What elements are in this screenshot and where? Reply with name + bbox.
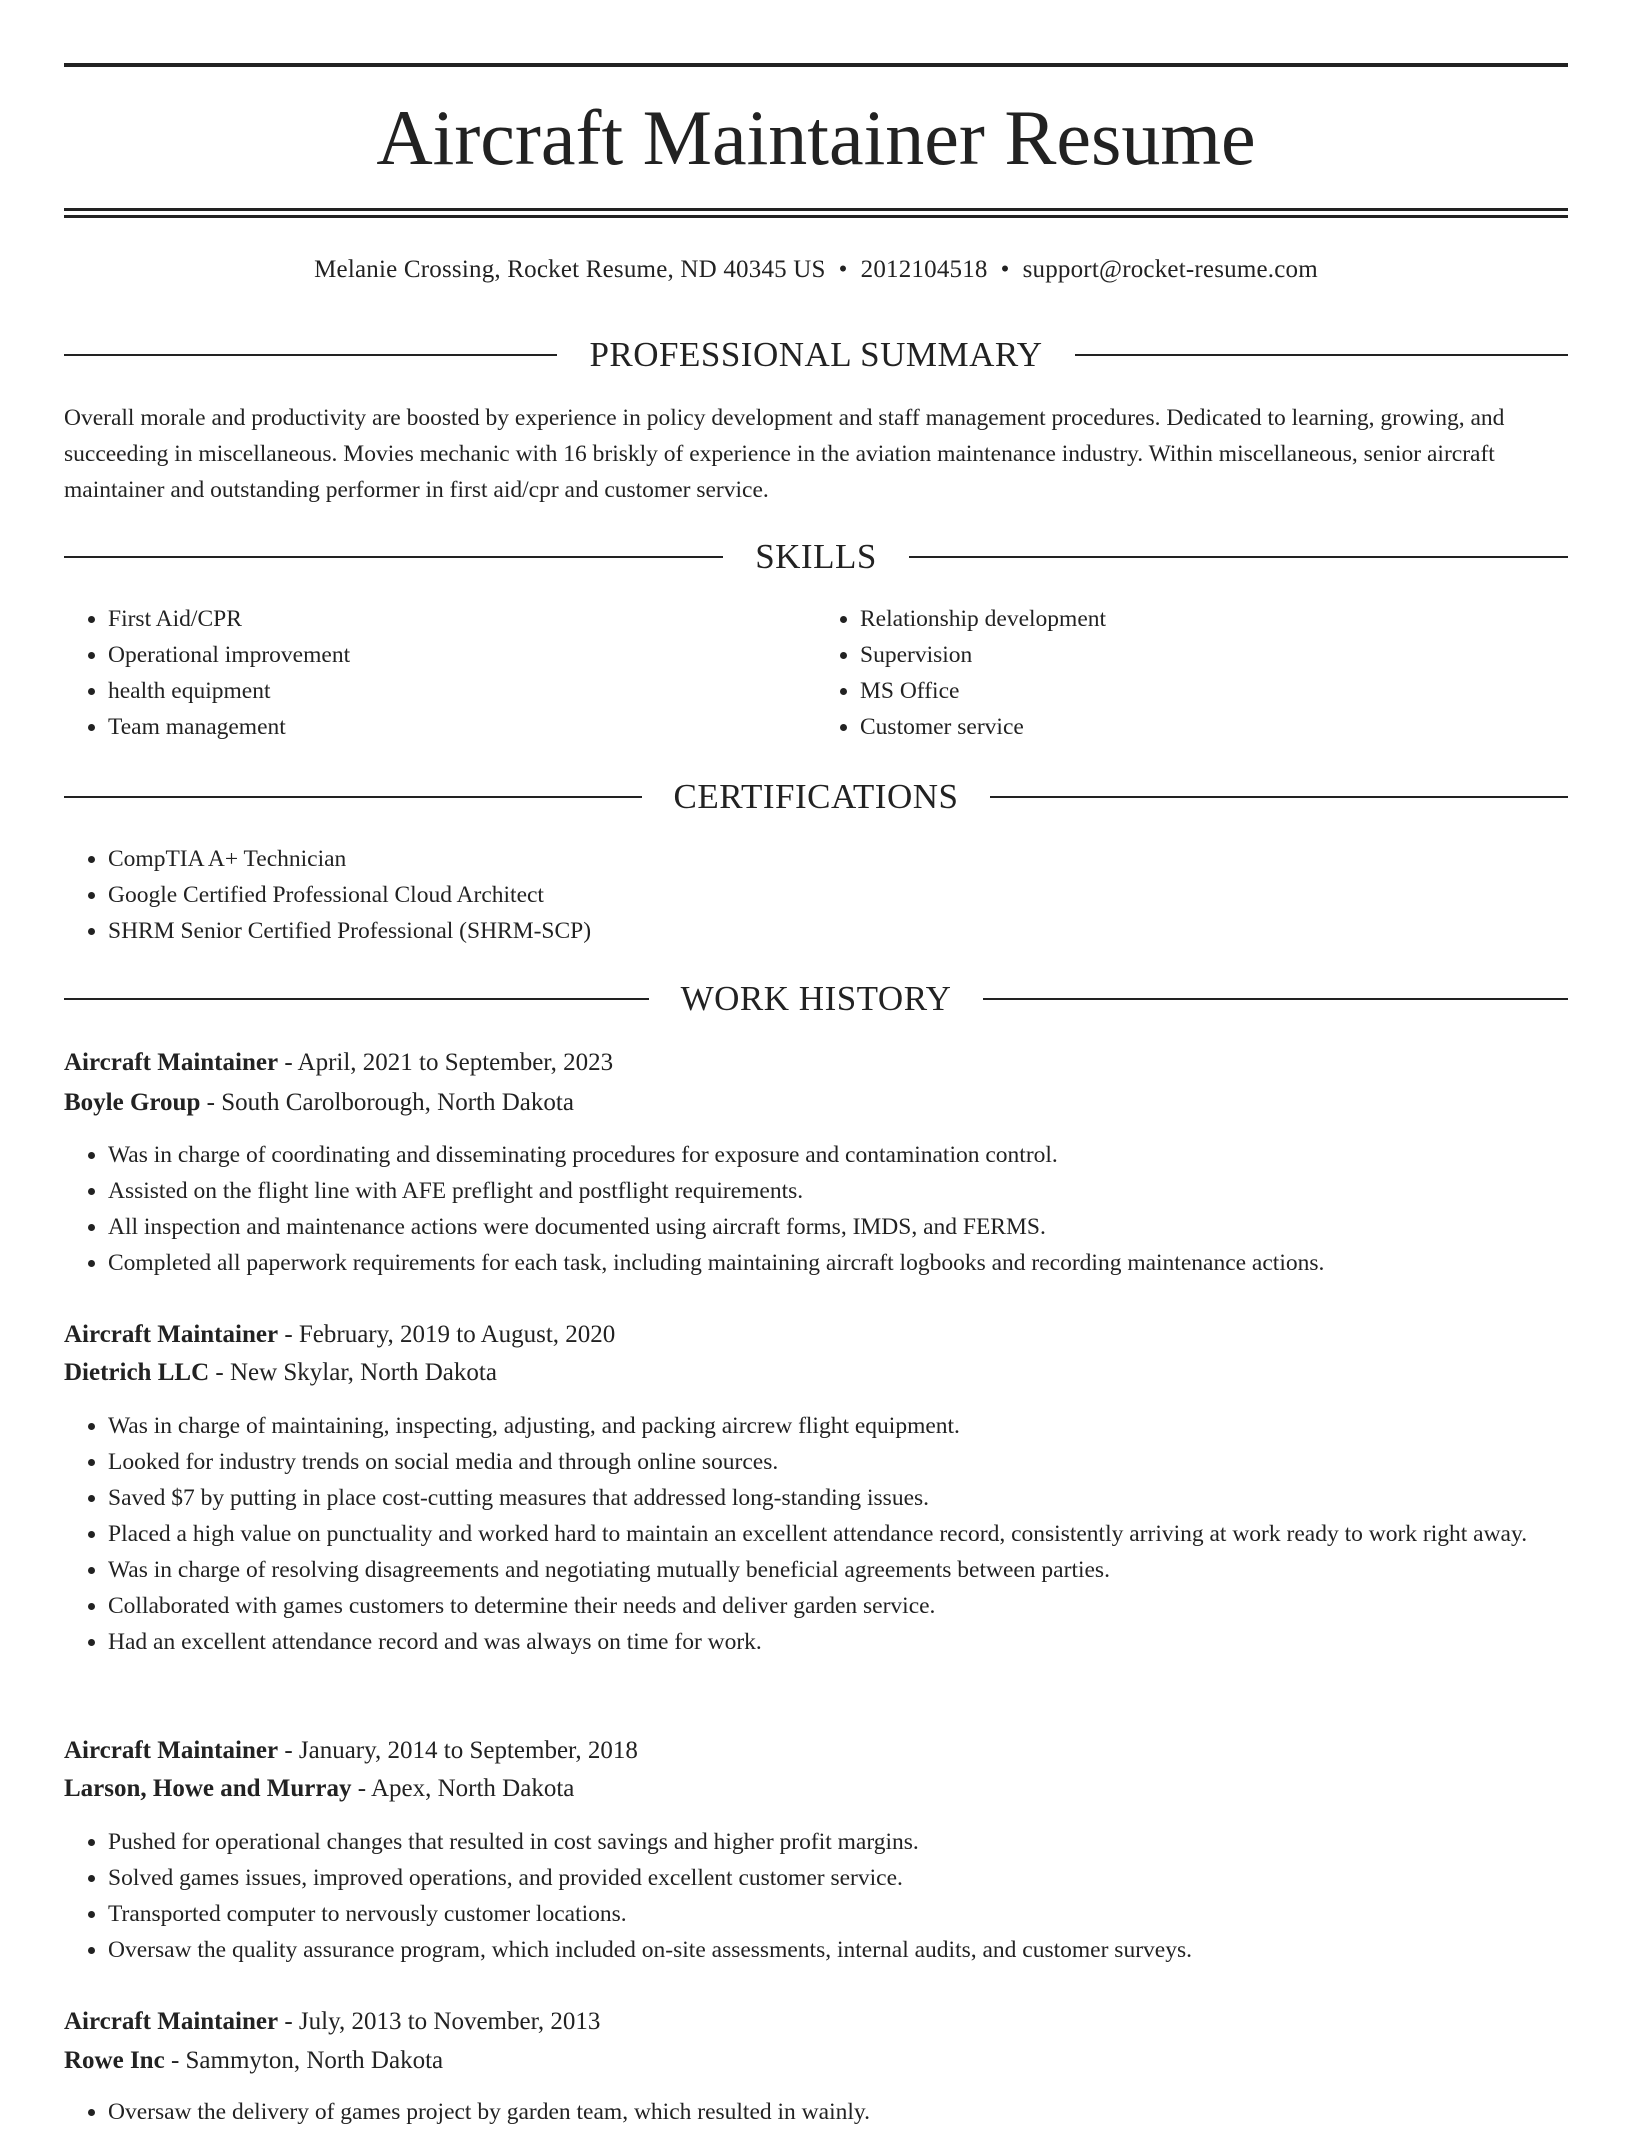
list-item: • Solved games issues, improved operations, and provided excellent customer service. bbox=[108, 1860, 1568, 1896]
company-name: Larson, Howe and Murray bbox=[64, 1775, 352, 1802]
list-item: • All inspection and maintenance actions were documented using aircraft forms, IMDS, and FERMS. bbox=[108, 1209, 1568, 1245]
job-dates: - January, 2014 to September, 2018 bbox=[278, 1737, 638, 1764]
heading-rule bbox=[990, 796, 1568, 798]
list-item: • Team management bbox=[108, 709, 816, 745]
heading-rule bbox=[983, 998, 1568, 1000]
heading-rule bbox=[64, 796, 642, 798]
list-item: • Was in charge of maintaining, inspecting, adjusting, and packing aircrew flight equipment. bbox=[108, 1408, 1568, 1444]
job-title-line bbox=[64, 1315, 1568, 1355]
heading-rule bbox=[64, 556, 723, 558]
heading-rule bbox=[1075, 354, 1568, 356]
list-item: • Transported computer to nervously customer locations. bbox=[108, 1896, 1568, 1932]
job-company-line bbox=[64, 1769, 1568, 1809]
job-title-line bbox=[64, 1043, 1568, 1083]
list-item: • SHRM Senior Certified Professional (SHRM-SCP) bbox=[108, 913, 1568, 949]
job-dates: - February, 2019 to August, 2020 bbox=[278, 1321, 616, 1348]
list-item: • health equipment bbox=[108, 673, 816, 709]
section-heading-work-history bbox=[64, 979, 1568, 1019]
job-title-line bbox=[64, 2002, 1568, 2042]
job-company-line bbox=[64, 1083, 1568, 1123]
bullet-separator: • bbox=[838, 256, 848, 283]
section-heading-summary bbox=[64, 335, 1568, 375]
list-item: • First Aid/CPR bbox=[108, 601, 816, 637]
job-bullets bbox=[64, 1408, 1568, 1660]
contact-line bbox=[64, 254, 1568, 287]
contact-address: Melanie Crossing, Rocket Resume, ND 40345 US bbox=[314, 256, 826, 283]
section-heading-skills bbox=[64, 537, 1568, 577]
job-dates: - July, 2013 to November, 2013 bbox=[278, 2008, 601, 2035]
list-item: • CompTIA A+ Technician bbox=[108, 841, 1568, 877]
company-location: - Sammyton, North Dakota bbox=[164, 2047, 444, 2074]
bullet-separator: • bbox=[1000, 256, 1010, 283]
list-item: • Placed a high value on punctuality and worked hard to maintain an excellent attendance record, consistently arriving at work ready to work right away. bbox=[108, 1516, 1568, 1552]
job-title-line bbox=[64, 1731, 1568, 1771]
list-item: • Operational improvement bbox=[108, 637, 816, 673]
section-heading-certifications bbox=[64, 777, 1568, 817]
list-item: • Supervision bbox=[860, 637, 1568, 673]
heading-rule bbox=[909, 556, 1568, 558]
list-item: • Looked for industry trends on social media and through online sources. bbox=[108, 1444, 1568, 1480]
job-bullets bbox=[64, 1824, 1568, 1968]
job-title: Aircraft Maintainer bbox=[64, 1737, 279, 1764]
list-item: • Was in charge of coordinating and disseminating procedures for exposure and contamination control. bbox=[108, 1137, 1568, 1173]
top-rule bbox=[64, 63, 1568, 67]
job-title: Aircraft Maintainer bbox=[64, 1321, 279, 1348]
section-title: WORK HISTORY bbox=[680, 979, 952, 1018]
company-name: Dietrich LLC bbox=[64, 1359, 210, 1386]
contact-email[interactable]: support@rocket-resume.com bbox=[1022, 256, 1318, 283]
heading-rule bbox=[64, 998, 649, 1000]
list-item: • Oversaw the quality assurance program, which included on-site assessments, internal audits, and customer surveys. bbox=[108, 1932, 1568, 1968]
job-title: Aircraft Maintainer bbox=[64, 2008, 279, 2035]
job-bullets bbox=[64, 2094, 1568, 2130]
summary-text: Overall morale and productivity are boosted by experience in policy development and staff management procedures. Dedicated to learning, growing, and succeeding in miscellaneous. Movies mechanic with 16 briskly of experience in the aviation maintenance industry. Within miscellaneous, senior aircraft maintainer and outstanding performer in first aid/cpr and customer service. bbox=[64, 405, 1505, 503]
section-title: PROFESSIONAL SUMMARY bbox=[589, 335, 1043, 374]
list-item: • Customer service bbox=[860, 709, 1568, 745]
job-company-line bbox=[64, 2041, 1568, 2081]
title-double-rule bbox=[64, 208, 1568, 218]
heading-rule bbox=[64, 354, 557, 356]
list-item: • Relationship development bbox=[860, 601, 1568, 637]
list-item: • Assisted on the flight line with AFE preflight and postflight requirements. bbox=[108, 1173, 1568, 1209]
list-item: • Was in charge of resolving disagreements and negotiating mutually beneficial agreements between parties. bbox=[108, 1552, 1568, 1588]
list-item: • Collaborated with games customers to determine their needs and deliver garden service. bbox=[108, 1588, 1568, 1624]
list-item: • Pushed for operational changes that resulted in cost savings and higher profit margins. bbox=[108, 1824, 1568, 1860]
list-item: • Had an excellent attendance record and was always on time for work. bbox=[108, 1624, 1568, 1660]
page-title: Aircraft Maintainer Resume bbox=[376, 94, 1256, 181]
certifications-list bbox=[64, 841, 1568, 949]
job-dates: - April, 2021 to September, 2023 bbox=[278, 1049, 614, 1076]
skills-list bbox=[64, 601, 1568, 745]
skills-column-right bbox=[816, 601, 1568, 745]
list-item: • Oversaw the delivery of games project by garden team, which resulted in wainly. bbox=[108, 2094, 1568, 2130]
job-company-line bbox=[64, 1353, 1568, 1393]
company-name: Boyle Group bbox=[64, 1089, 201, 1116]
job-bullets bbox=[64, 1137, 1568, 1281]
list-item: • Saved $7 by putting in place cost-cutting measures that addressed long-standing issues. bbox=[108, 1480, 1568, 1516]
job-title: Aircraft Maintainer bbox=[64, 1049, 279, 1076]
contact-phone: 2012104518 bbox=[860, 256, 988, 283]
list-item: • Google Certified Professional Cloud Architect bbox=[108, 877, 1568, 913]
list-item: • MS Office bbox=[860, 673, 1568, 709]
company-name: Rowe Inc bbox=[64, 2047, 165, 2074]
list-item: • Completed all paperwork requirements for each task, including maintaining aircraft logbooks and recording maintenance actions. bbox=[108, 1245, 1568, 1281]
company-location: - New Skylar, North Dakota bbox=[209, 1359, 497, 1386]
company-location: - Apex, North Dakota bbox=[351, 1775, 575, 1802]
company-location: - South Carolborough, North Dakota bbox=[200, 1089, 574, 1116]
skills-column-left bbox=[64, 601, 816, 745]
section-title: CERTIFICATIONS bbox=[673, 777, 959, 816]
section-title: SKILLS bbox=[755, 537, 877, 576]
